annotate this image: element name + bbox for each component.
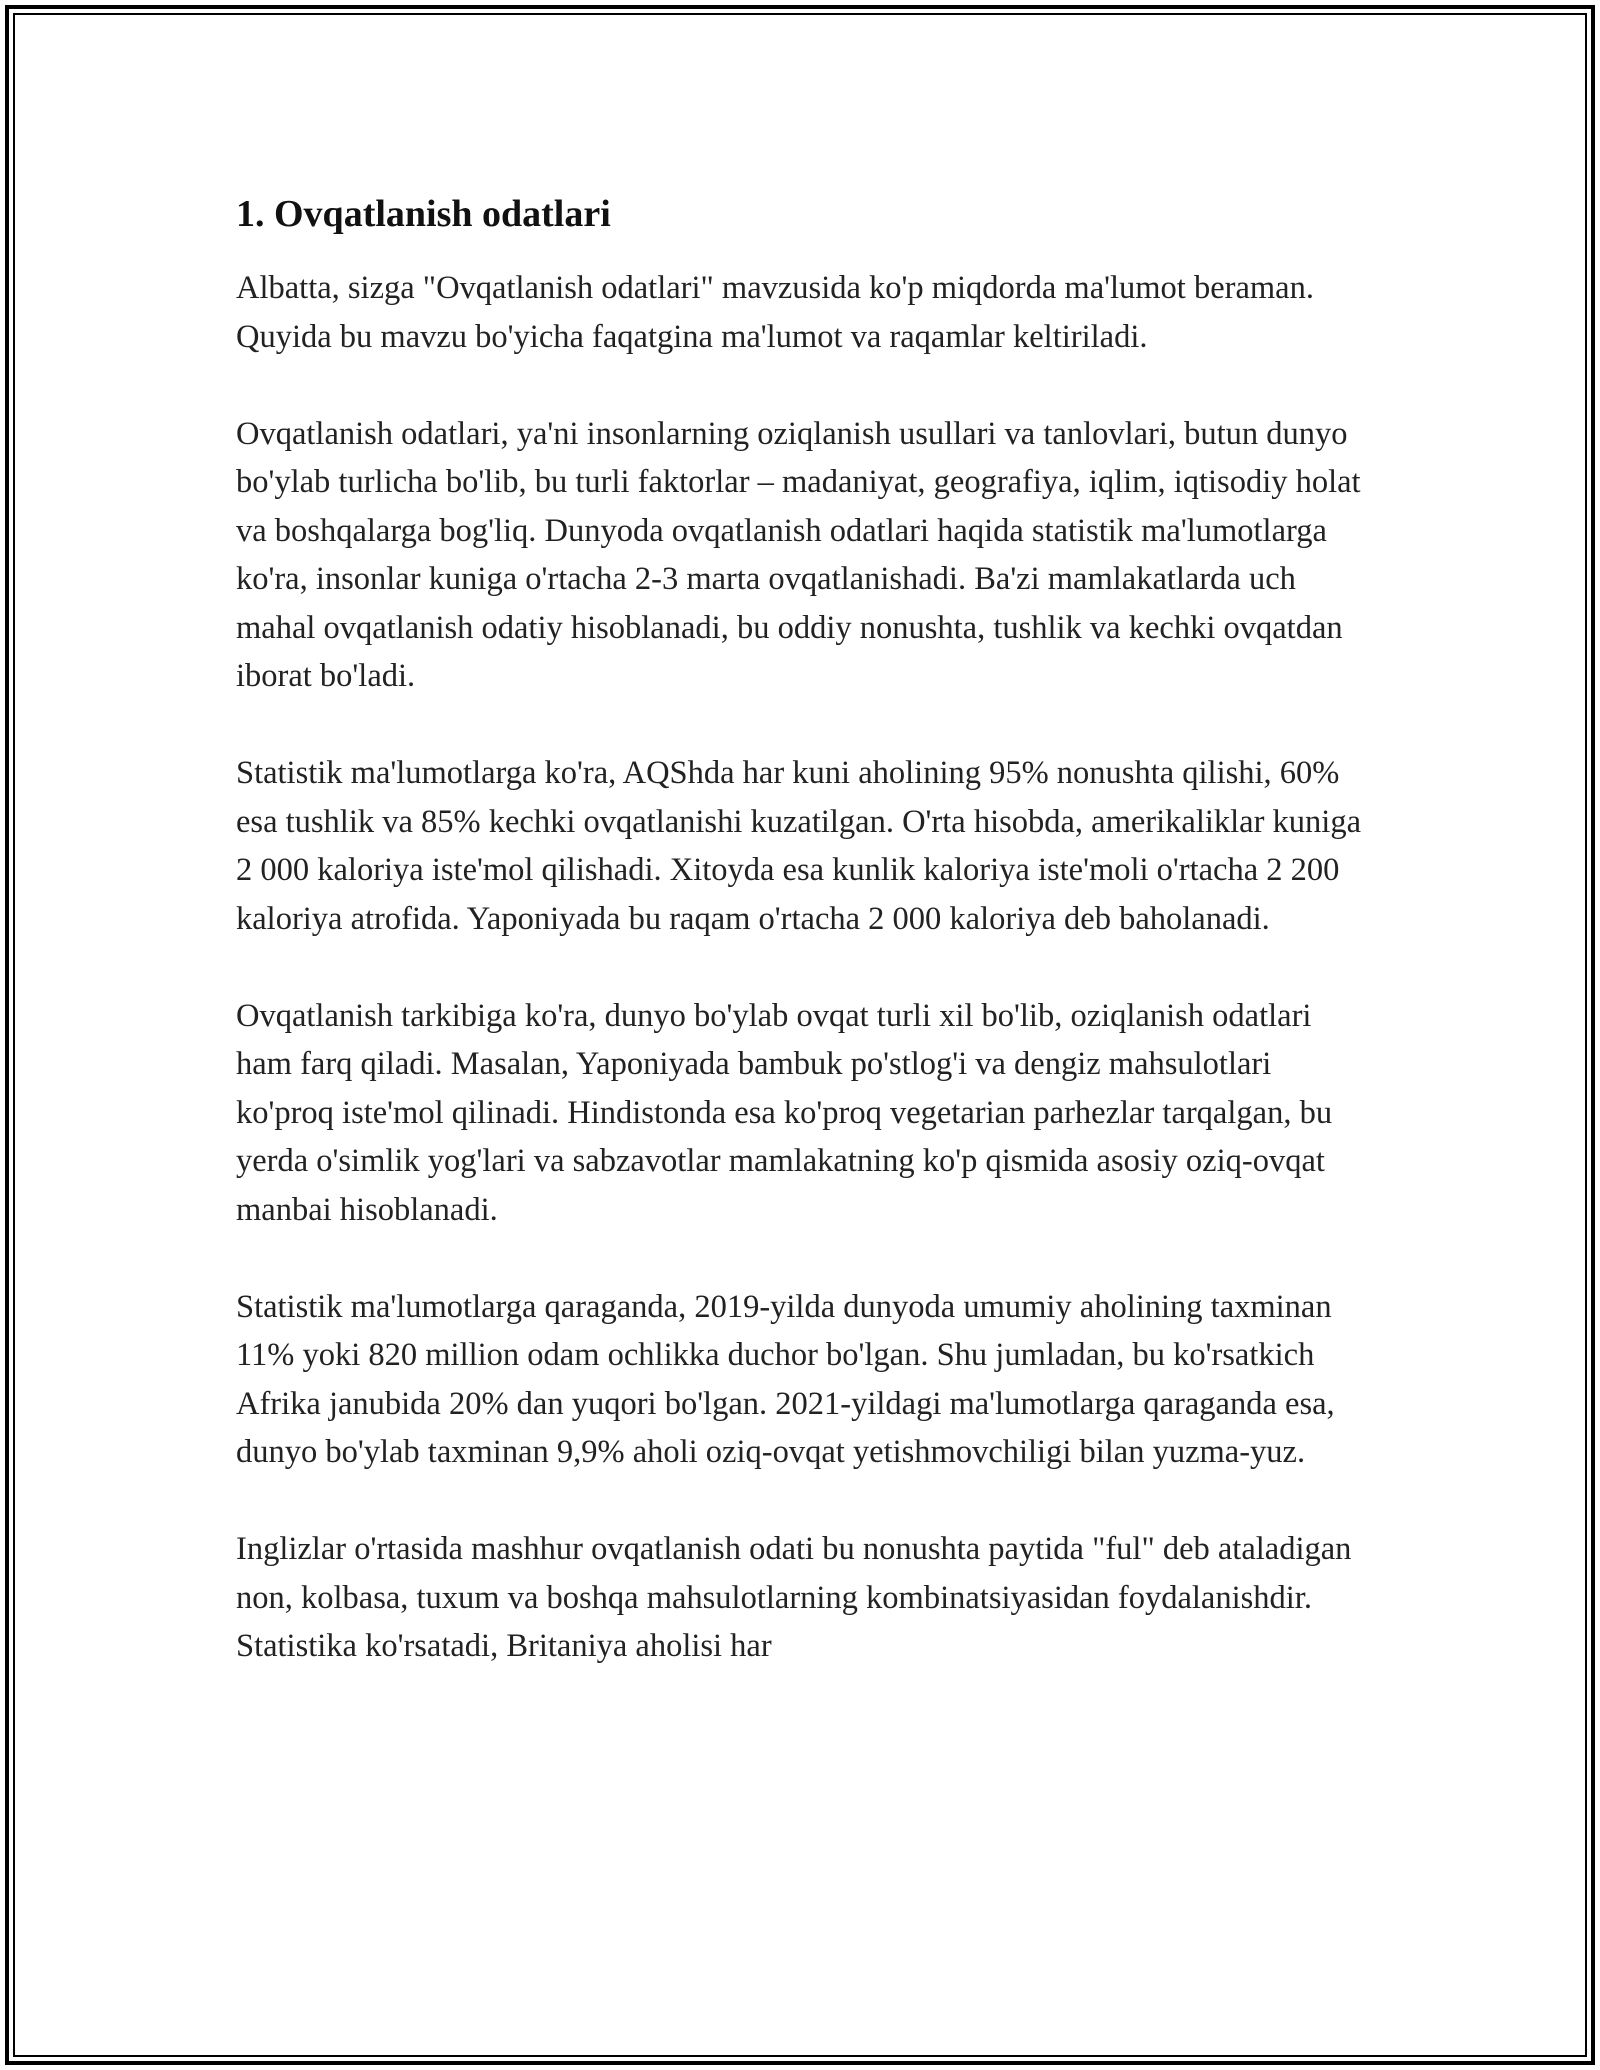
- paragraph-intro: Albatta, sizga "Ovqatlanish odatlari" mavzusida ko'p miqdorda ma'lumot beraman. Quyida bu mavzu bo'yicha faqatgina ma'lumot va raqamlar keltiriladi.: [236, 270, 1314, 355]
- paragraph-british-breakfast: Inglizlar o'rtasida mashhur ovqatlanish odati bu nonushta paytida "ful" deb ataladigan non, kolbasa, tuxum va boshqa mahsulotlarning kombinatsiyasidan foydalanishdir. Statistika ko'rsatadi, Britaniya aholisi har: [236, 1531, 1352, 1664]
- section-heading: 1. Ovqatlanish odatlari: [236, 193, 611, 235]
- document-body: [236, 190, 1366, 1671]
- paragraph-hunger-statistics: Statistik ma'lumotlarga qaraganda, 2019-yilda dunyoda umumiy aholining taxminan 11% yoki 820 million odam ochlikka duchor bo'lgan. Shu jumladan, bu ko'rsatkich Afrika janubida 20% dan yuqori bo'lgan. 2021-yildagi ma'lumotlarga qaraganda esa, dunyo bo'ylab taxminan 9,9% aholi oziq-ovqat yetishmovchiligi bilan yuzma-yuz.: [236, 1288, 1335, 1470]
- paragraph-calorie-statistics: Statistik ma'lumotlarga ko'ra, AQShda har kuni aholining 95% nonushta qilishi, 60% esa tushlik va 85% kechki ovqatlanishi kuzatilgan. O'rta hisobda, amerikaliklar kuniga 2 000 kaloriya iste'mol qilishadi. Xitoyda esa kunlik kaloriya iste'moli o'rtacha 2 200 kaloriya atrofida. Yaponiyada bu raqam o'rtacha 2 000 kaloriya deb baholanadi.: [236, 755, 1361, 937]
- paragraph-eating-habits-overview: Ovqatlanish odatlari, ya'ni insonlarning oziqlanish usullari va tanlovlari, butun dunyo bo'ylab turlicha bo'lib, bu turli faktorlar – madaniyat, geografiya, iqlim, iqtisodiy holat va boshqalarga bog'liq. Dunyoda ovqatlanish odatlari haqida statistik ma'lumotlarga ko'ra, insonlar kuniga o'rtacha 2-3 marta ovqatlanishadi. Ba'zi mamlakatlarda uch mahal ovqatlanish odatiy hisoblanadi, bu oddiy nonushta, tushlik va kechki ovqatdan iborat bo'ladi.: [236, 415, 1361, 694]
- paragraph-diet-composition: Ovqatlanish tarkibiga ko'ra, dunyo bo'ylab ovqat turli xil bo'lib, oziqlanish odatlari ham farq qiladi. Masalan, Yaponiyada bambuk po'stlog'i va dengiz mahsulotlari ko'proq iste'mol qilinadi. Hindistonda esa ko'proq vegetarian parhezlar tarqalgan, bu yerda o'simlik yog'lari va sabzavotlar mamlakatning ko'p qismida asosiy oziq-ovqat manbai hisoblanadi.: [236, 997, 1333, 1228]
